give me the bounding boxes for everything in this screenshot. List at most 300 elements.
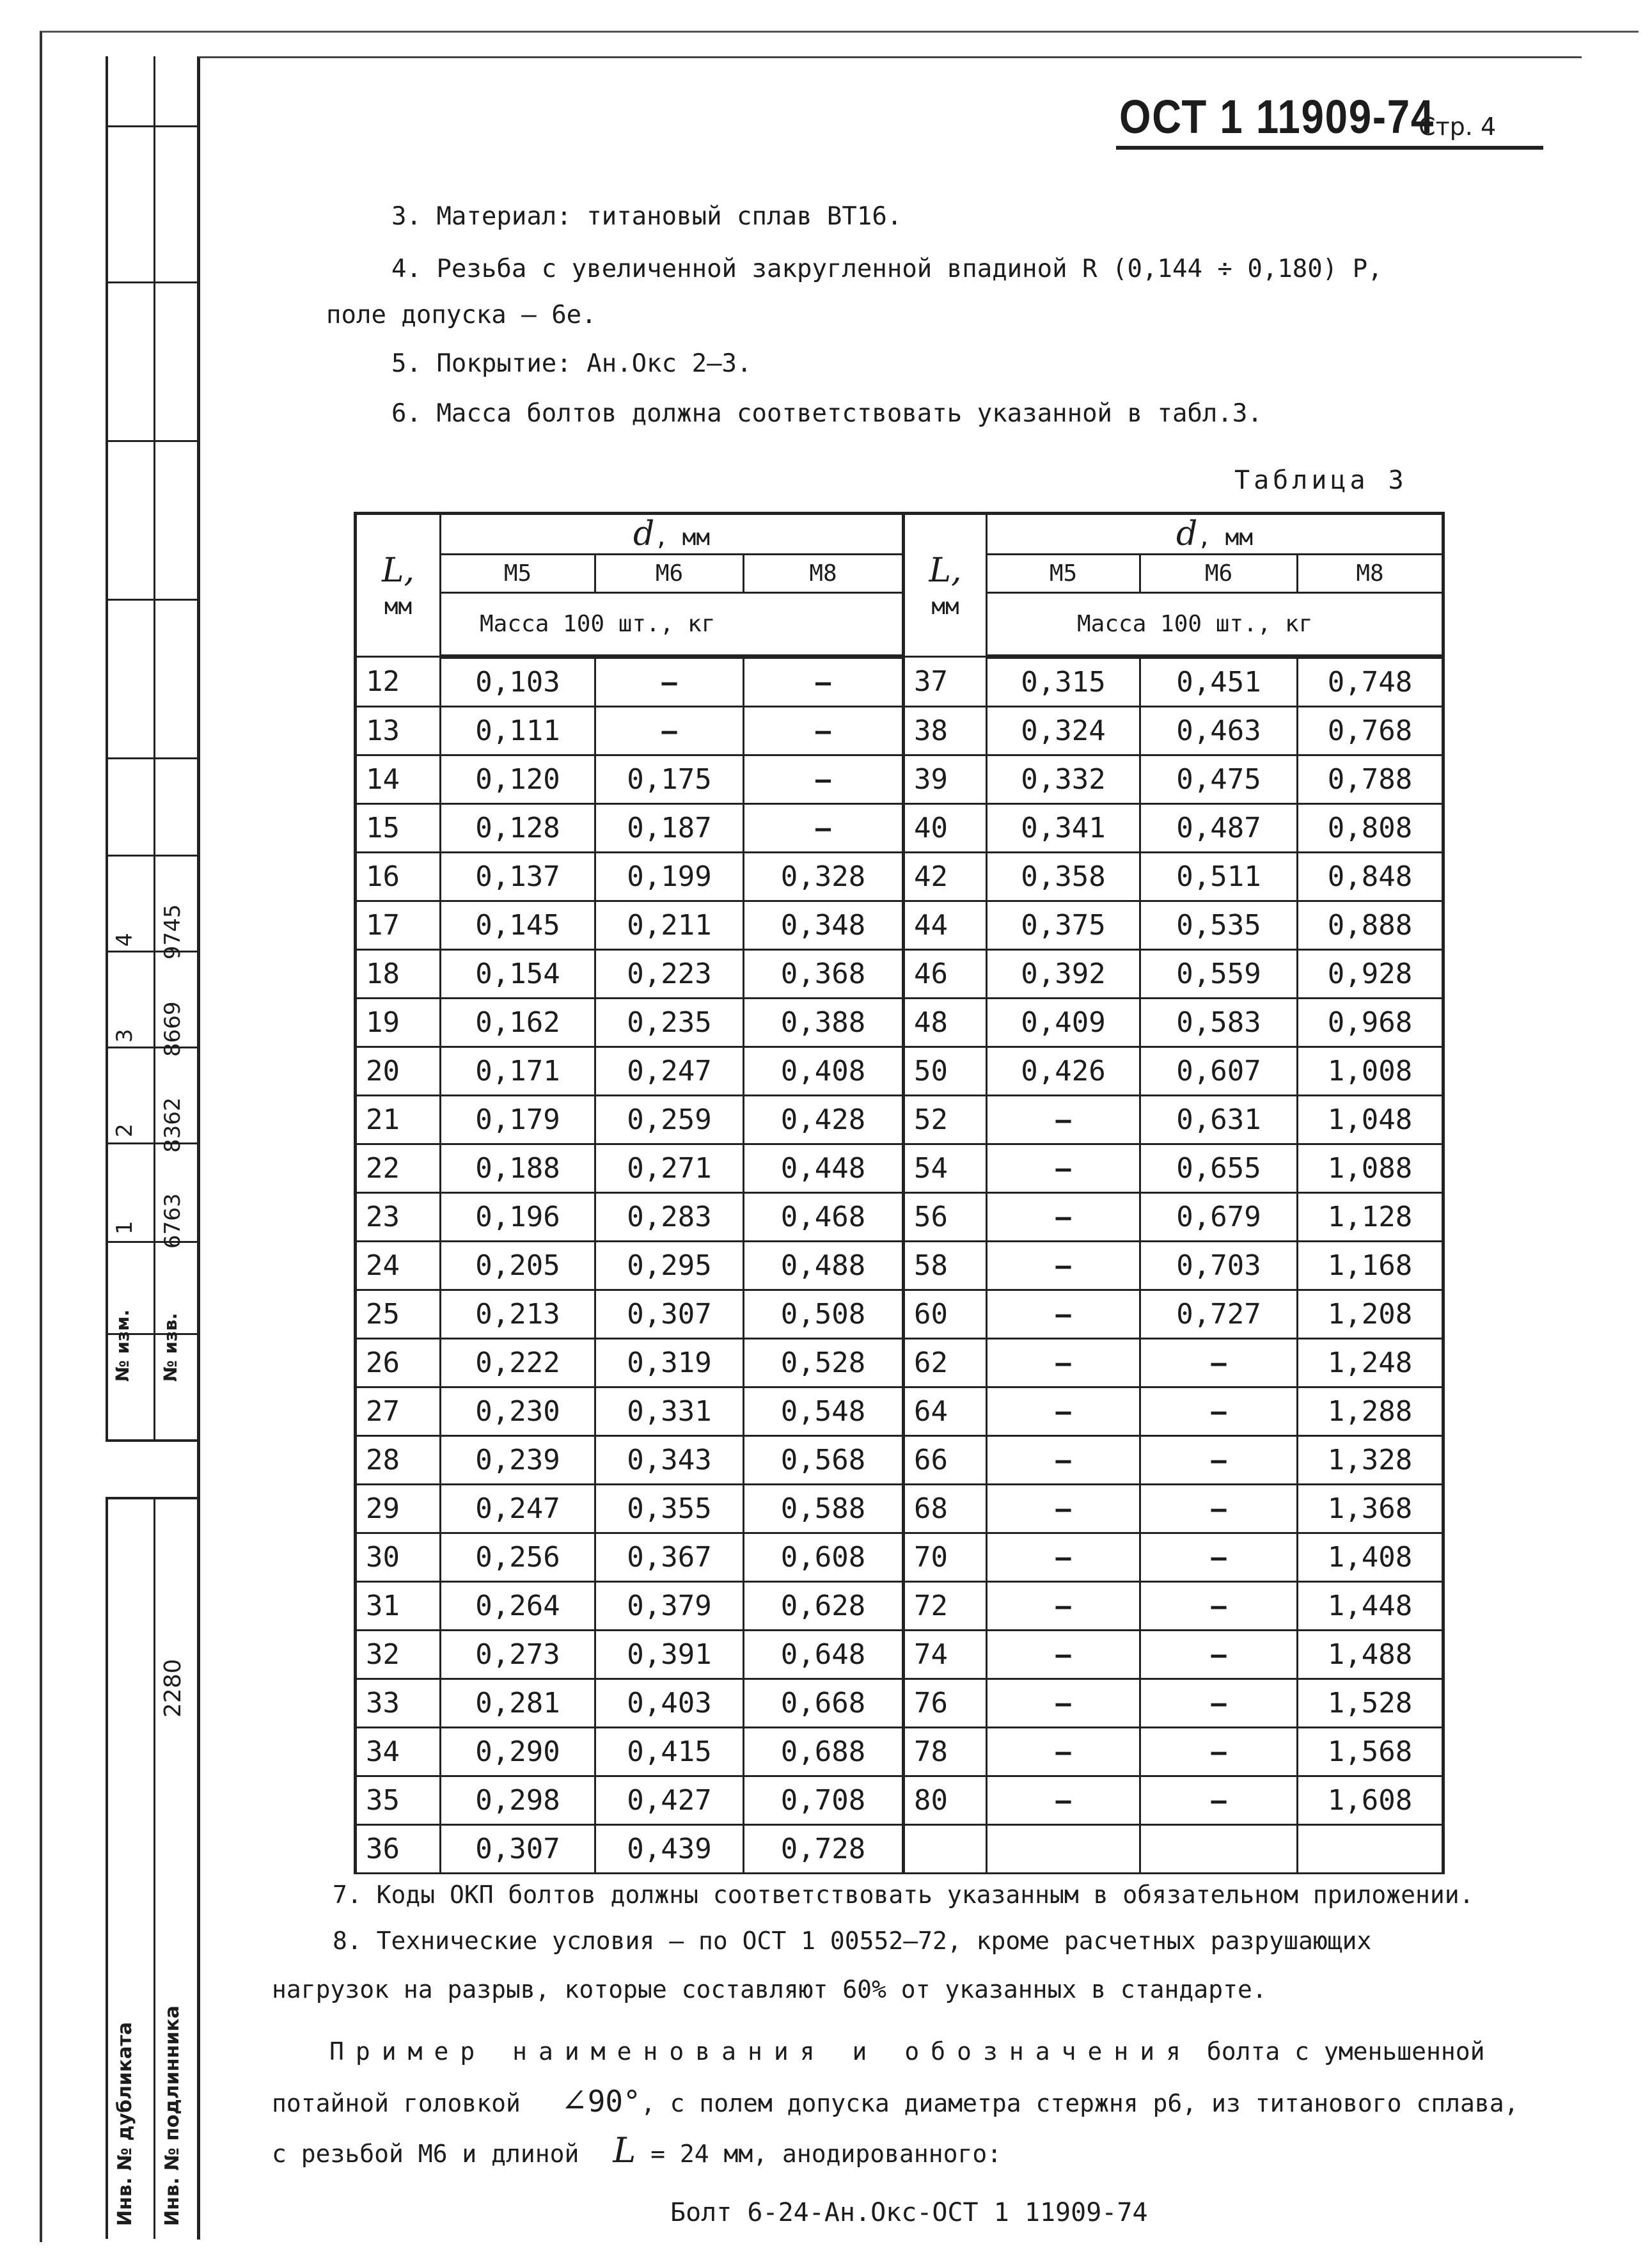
length-cell: 52 [904,1096,987,1144]
length-cell: 29 [356,1485,441,1533]
table-row [356,1387,904,1436]
length-cell: 74 [904,1631,987,1679]
mass-cell: – [987,1582,1140,1631]
size-header-m5: М5 [987,555,1140,593]
length-cell: 16 [356,853,441,901]
mass-cell: 0,368 [744,950,904,999]
table-row [904,950,1444,999]
stamp-change-label: № изм. [112,1309,133,1382]
mass-cell: – [987,1242,1140,1290]
mass-header: Масса 100 шт., кг [987,593,1444,657]
mass-cell: – [987,1679,1140,1728]
mass-cell: 0,748 [1298,657,1444,707]
table-row [904,1096,1444,1144]
mass-cell: 1,048 [1298,1096,1444,1144]
length-cell: 48 [904,999,987,1047]
table-row [356,804,904,853]
stamp-notice-4: 9745 [160,904,185,960]
length-cell: 34 [356,1728,441,1776]
mass-cell: 0,408 [744,1047,904,1096]
length-cell: 13 [356,707,441,755]
mass-cell: 0,235 [595,999,744,1047]
mass-cell: – [987,1776,1140,1825]
mass-cell: 0,283 [595,1193,744,1242]
table-row [356,1242,904,1290]
mass-table-right [902,512,1445,1874]
size-header-m5: М5 [441,555,595,593]
mass-cell: – [1140,1533,1298,1582]
table-row [904,1533,1444,1582]
length-cell: 12 [356,657,441,707]
length-cell: 15 [356,804,441,853]
example-line-1 [329,2037,1485,2066]
mass-cell: 0,426 [987,1047,1140,1096]
mass-cell: – [744,804,904,853]
mass-cell: 0,928 [1298,950,1444,999]
table-row [904,755,1444,804]
mass-cell: 0,888 [1298,901,1444,950]
mass-cell: 0,703 [1140,1242,1298,1290]
mass-cell: 0,808 [1298,804,1444,853]
mass-cell: – [987,1436,1140,1485]
mass-cell: 0,315 [987,657,1140,707]
table-row [356,1096,904,1144]
table-row [904,1728,1444,1776]
example-spaced-heading: Пример наименования и обозначения [329,2037,1192,2066]
table-row [904,1631,1444,1679]
mass-cell: – [987,1290,1140,1339]
mass-cell: 1,608 [1298,1776,1444,1825]
mass-cell: 0,307 [441,1825,595,1874]
length-cell: 20 [356,1047,441,1096]
mass-cell: – [987,1631,1140,1679]
mass-cell: 0,154 [441,950,595,999]
mass-cell: 1,448 [1298,1582,1444,1631]
mass-cell: – [1140,1728,1298,1776]
stamp-notice-2: 8362 [160,1097,185,1153]
mass-cell: 0,487 [1140,804,1298,853]
mass-cell: 0,331 [595,1387,744,1436]
mass-cell [1140,1825,1298,1874]
mass-cell: 0,367 [595,1533,744,1582]
d-header-cell [987,514,1444,555]
mass-cell: 0,655 [1140,1144,1298,1193]
mass-cell: 0,256 [441,1533,595,1582]
mass-cell: 1,408 [1298,1533,1444,1582]
angle-value: 90° [587,2084,641,2119]
designation-example: Болт 6-24-Ан.Окс-ОСТ 1 11909-74 [670,2198,1148,2227]
mass-cell: 0,205 [441,1242,595,1290]
paragraph-3: 3. Материал: титановый сплав ВТ16. [391,202,902,231]
mass-cell: 0,848 [1298,853,1444,901]
length-cell: 60 [904,1290,987,1339]
mass-cell: 0,196 [441,1193,595,1242]
paragraph-5: 5. Покрытие: Ан.Окс 2–3. [391,349,752,378]
mass-cell: – [987,1193,1140,1242]
length-cell: 80 [904,1776,987,1825]
stamp-notice-label: № изв. [160,1313,181,1382]
mass-cell: 0,290 [441,1728,595,1776]
paragraph-8-line-2: нагрузок на разрыв, которые составляют 60% от указанных в стандарте. [272,1975,1267,2003]
mass-cell: 0,281 [441,1679,595,1728]
mass-cell: 0,468 [744,1193,904,1242]
mass-cell: 0,475 [1140,755,1298,804]
mass-cell: 0,239 [441,1436,595,1485]
l-unit: мм [931,593,959,620]
mass-cell: 0,295 [595,1242,744,1290]
table-row [904,1339,1444,1387]
length-cell: 68 [904,1485,987,1533]
table-row [904,1582,1444,1631]
angle-symbol: ∠ [560,2082,588,2119]
mass-cell: 0,273 [441,1631,595,1679]
stamp-duplicate-label: Инв. № дубликата [114,2021,136,2226]
mass-cell: – [595,657,744,707]
mass-cell: – [1140,1387,1298,1436]
d-header-cell [441,514,904,555]
mass-cell: 1,328 [1298,1436,1444,1485]
mass-cell: – [987,1387,1140,1436]
mass-cell: 0,348 [744,901,904,950]
stamp-change-1: 1 [112,1221,138,1235]
length-cell: 22 [356,1144,441,1193]
mass-cell: 0,211 [595,901,744,950]
l-header-cell [356,514,441,657]
length-cell: 66 [904,1436,987,1485]
mass-cell: 0,128 [441,804,595,853]
mass-cell: 0,137 [441,853,595,901]
mass-cell: 0,213 [441,1290,595,1339]
mass-cell: 0,788 [1298,755,1444,804]
paragraph-8-line-1: 8. Технические условия – по ОСТ 1 00552–72, кроме расчетных разрушающих [333,1927,1372,1955]
mass-cell: 0,247 [595,1047,744,1096]
table-row [356,1679,904,1728]
mass-cell: 0,171 [441,1047,595,1096]
mass-cell: 0,264 [441,1582,595,1631]
mass-cell: – [744,657,904,707]
l-symbol: L, [381,551,415,590]
mass-cell: 0,319 [595,1339,744,1387]
table-row [356,1193,904,1242]
mass-cell: 1,088 [1298,1144,1444,1193]
table-row [356,1776,904,1825]
mass-cell: 0,428 [744,1096,904,1144]
mass-cell: 0,145 [441,901,595,950]
size-header-m8: М8 [744,555,904,593]
mass-cell: 0,728 [744,1825,904,1874]
table-row [904,1776,1444,1825]
l-symbol: L, [929,551,962,590]
mass-cell: 0,688 [744,1728,904,1776]
length-cell: 23 [356,1193,441,1242]
paragraph-4-line-1: 4. Резьба с увеличенной закругленной впадиной R (0,144 ÷ 0,180) Р, [391,255,1383,283]
mass-cell: 0,298 [441,1776,595,1825]
mass-cell: 0,328 [744,853,904,901]
d-unit: , мм [654,525,710,551]
table-row [356,1436,904,1485]
mass-cell: 0,535 [1140,901,1298,950]
mass-cell: 0,508 [744,1290,904,1339]
mass-cell: 0,628 [744,1582,904,1631]
mass-cell: 1,128 [1298,1193,1444,1242]
example-line-2-end: , с полем допуска диаметра стержня р6, из титанового сплава, [640,2089,1519,2117]
table-row [904,657,1444,707]
d-symbol: d [633,515,655,553]
paragraph-7: 7. Коды ОКП болтов должны соответствовать указанным в обязательном приложении. [333,1881,1474,1909]
table-row [356,1144,904,1193]
length-cell: 58 [904,1242,987,1290]
mass-cell: 0,451 [1140,657,1298,707]
mass-cell: 0,120 [441,755,595,804]
stamp-change-2: 2 [112,1123,138,1137]
length-cell: 42 [904,853,987,901]
table-row [356,1533,904,1582]
table-row [904,901,1444,950]
mass-cell: 0,188 [441,1144,595,1193]
mass-cell: – [744,707,904,755]
mass-cell [1298,1825,1444,1874]
mass-cell: 0,548 [744,1387,904,1436]
mass-cell: 0,247 [441,1485,595,1533]
length-cell: 18 [356,950,441,999]
table-row [356,1339,904,1387]
table-row [904,1485,1444,1533]
mass-cell: 0,271 [595,1144,744,1193]
mass-cell: – [987,1144,1140,1193]
l-symbol: L [613,2130,636,2170]
d-unit: , мм [1197,525,1253,551]
length-cell: 62 [904,1339,987,1387]
example-line-2-start: потайной головкой [272,2089,521,2117]
example-line-3-end: = 24 мм, анодированного: [650,2140,1002,2168]
size-header-m8: М8 [1298,555,1444,593]
length-cell: 17 [356,901,441,950]
mass-cell: 0,415 [595,1728,744,1776]
mass-cell: 0,528 [744,1339,904,1387]
mass-cell: – [1140,1436,1298,1485]
table-row [356,1728,904,1776]
length-cell: 40 [904,804,987,853]
mass-cell [987,1825,1140,1874]
mass-cell: 0,668 [744,1679,904,1728]
mass-cell: – [1140,1631,1298,1679]
mass-cell: 0,488 [744,1242,904,1290]
mass-cell: – [987,1096,1140,1144]
mass-cell: – [987,1485,1140,1533]
mass-cell: 0,259 [595,1096,744,1144]
length-cell: 28 [356,1436,441,1485]
mass-cell: 0,341 [987,804,1140,853]
table-row [904,1436,1444,1485]
mass-cell: 0,111 [441,707,595,755]
length-cell [904,1825,987,1874]
example-line-3 [272,2130,1002,2170]
mass-cell: – [1140,1339,1298,1387]
mass-cell: 0,187 [595,804,744,853]
mass-cell: 0,392 [987,950,1140,999]
stamp-notice-1: 6763 [160,1193,185,1249]
length-cell: 26 [356,1339,441,1387]
length-cell: 14 [356,755,441,804]
table-row [904,707,1444,755]
mass-cell: 1,208 [1298,1290,1444,1339]
table-row [904,999,1444,1047]
mass-cell: 0,583 [1140,999,1298,1047]
mass-cell: 0,355 [595,1485,744,1533]
mass-cell: 0,103 [441,657,595,707]
stamp-notice-3: 8669 [160,1001,185,1057]
mass-cell: – [1140,1776,1298,1825]
table-title: Таблица 3 [1234,466,1408,495]
example-line-2 [272,2082,1519,2119]
stamp-change-3: 3 [112,1029,138,1043]
table-row [356,901,904,950]
mass-cell: 0,708 [744,1776,904,1825]
table-row [904,1290,1444,1339]
table-row [356,950,904,999]
table-row [904,1144,1444,1193]
mass-cell: 0,388 [744,999,904,1047]
length-cell: 76 [904,1679,987,1728]
table-row [356,1631,904,1679]
length-cell: 38 [904,707,987,755]
length-cell: 19 [356,999,441,1047]
mass-cell: – [987,1339,1140,1387]
mass-cell: – [744,755,904,804]
length-cell: 30 [356,1533,441,1582]
length-cell: 33 [356,1679,441,1728]
length-cell: 39 [904,755,987,804]
mass-cell: 0,727 [1140,1290,1298,1339]
mass-cell: 0,568 [744,1436,904,1485]
mass-cell: 1,528 [1298,1679,1444,1728]
mass-cell: 1,568 [1298,1728,1444,1776]
mass-cell: 0,439 [595,1825,744,1874]
table-row [904,1679,1444,1728]
table-row [356,1047,904,1096]
table-row [904,1825,1444,1874]
size-header-m6: М6 [595,555,744,593]
mass-cell: 0,324 [987,707,1140,755]
mass-cell: 0,648 [744,1631,904,1679]
mass-cell: – [1140,1485,1298,1533]
l-header-cell [904,514,987,657]
table-row [904,804,1444,853]
mass-cell: 0,175 [595,755,744,804]
length-cell: 50 [904,1047,987,1096]
length-cell: 31 [356,1582,441,1631]
mass-cell: 0,162 [441,999,595,1047]
mass-cell: 0,307 [595,1290,744,1339]
mass-cell: 0,679 [1140,1193,1298,1242]
length-cell: 44 [904,901,987,950]
stamp-change-4: 4 [112,933,138,947]
length-cell: 46 [904,950,987,999]
mass-cell: 0,607 [1140,1047,1298,1096]
table-row [356,853,904,901]
mass-cell: 1,288 [1298,1387,1444,1436]
table-row [356,1290,904,1339]
mass-cell: 0,332 [987,755,1140,804]
example-line-1-rest: болта с уменьшенной [1206,2037,1485,2066]
mass-cell: 0,463 [1140,707,1298,755]
length-cell: 70 [904,1533,987,1582]
length-cell: 54 [904,1144,987,1193]
table-row [356,1582,904,1631]
mass-cell: 0,230 [441,1387,595,1436]
mass-cell: – [1140,1679,1298,1728]
mass-cell: 0,448 [744,1144,904,1193]
mass-cell: 0,588 [744,1485,904,1533]
stamp-original-number: 2280 [160,1659,186,1718]
mass-cell: 0,379 [595,1582,744,1631]
mass-cell: 1,168 [1298,1242,1444,1290]
mass-cell: 0,559 [1140,950,1298,999]
length-cell: 64 [904,1387,987,1436]
length-cell: 21 [356,1096,441,1144]
length-cell: 72 [904,1582,987,1631]
mass-cell: 0,768 [1298,707,1444,755]
mass-cell: 0,199 [595,853,744,901]
table-row [356,1825,904,1874]
stamp-original-label: Инв. № подлинника [161,2005,184,2226]
table-row [904,1193,1444,1242]
length-cell: 56 [904,1193,987,1242]
mass-cell: 1,008 [1298,1047,1444,1096]
mass-cell: – [987,1533,1140,1582]
mass-cell: 0,608 [744,1533,904,1582]
mass-cell: 0,358 [987,853,1140,901]
mass-cell: 0,391 [595,1631,744,1679]
table-row [904,1387,1444,1436]
paragraph-6: 6. Масса болтов должна соответствовать указанной в табл.3. [391,399,1263,428]
table-row [356,707,904,755]
mass-cell: 1,248 [1298,1339,1444,1387]
mass-cell: 0,427 [595,1776,744,1825]
mass-cell: 0,403 [595,1679,744,1728]
length-cell: 32 [356,1631,441,1679]
mass-cell: 0,375 [987,901,1140,950]
table-row [356,755,904,804]
table-row [904,1242,1444,1290]
table-row [356,1485,904,1533]
length-cell: 35 [356,1776,441,1825]
mass-cell: 0,222 [441,1339,595,1387]
table-row [904,853,1444,901]
table-row [904,1047,1444,1096]
mass-cell: 0,968 [1298,999,1444,1047]
document-code: ОСТ 1 11909-74 [1119,90,1435,143]
table-row [356,999,904,1047]
mass-cell: – [595,707,744,755]
mass-cell: – [987,1728,1140,1776]
mass-cell: 0,511 [1140,853,1298,901]
length-cell: 25 [356,1290,441,1339]
length-cell: 37 [904,657,987,707]
mass-cell: 1,368 [1298,1485,1444,1533]
mass-header: Масса 100 шт., кг [441,593,904,657]
mass-cell: 0,409 [987,999,1140,1047]
d-symbol: d [1176,515,1198,553]
size-header-m6: М6 [1140,555,1298,593]
mass-table-left [354,512,905,1874]
mass-cell: 1,488 [1298,1631,1444,1679]
length-cell: 27 [356,1387,441,1436]
mass-cell: 0,223 [595,950,744,999]
mass-cell: – [1140,1582,1298,1631]
length-cell: 78 [904,1728,987,1776]
length-cell: 24 [356,1242,441,1290]
